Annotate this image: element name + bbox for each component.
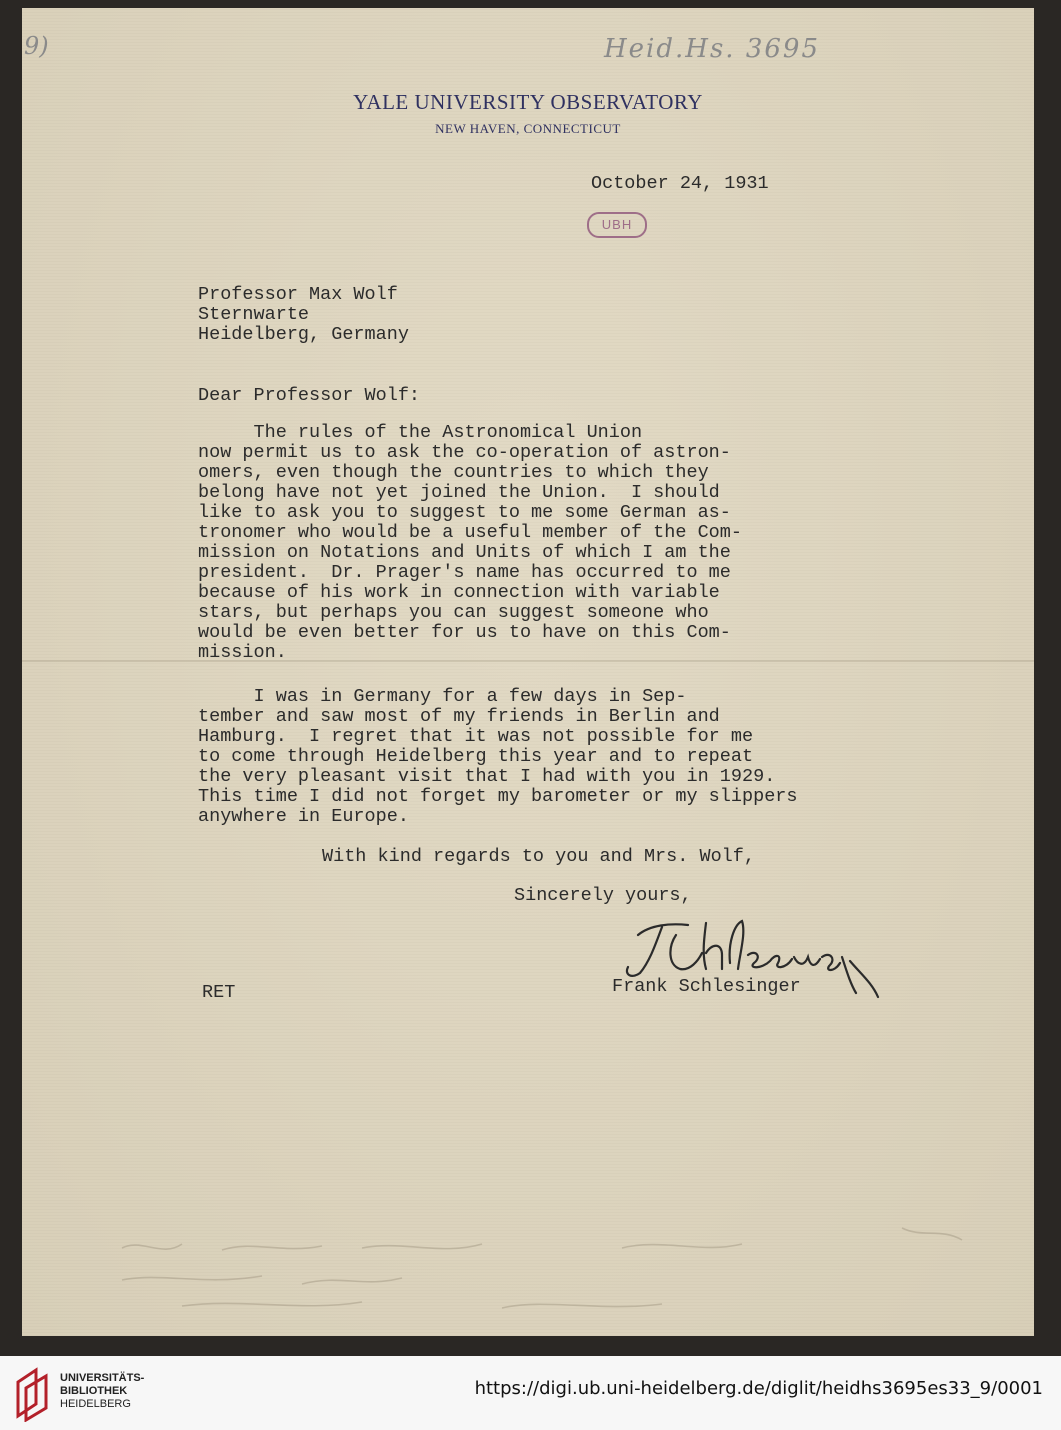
salutation: Dear Professor Wolf: bbox=[198, 385, 421, 406]
paragraph-line: tronomer who would be a useful member of the Com- bbox=[198, 522, 742, 543]
signature-name: Frank Schlesinger bbox=[612, 976, 801, 997]
paragraph-line: The rules of the Astronomical Union bbox=[198, 422, 643, 443]
paragraph-line: mission on Notations and Units of which I am the bbox=[198, 542, 731, 563]
paragraph-line: omers, even though the countries to which they bbox=[198, 462, 709, 483]
handwritten-page-number: 9) bbox=[24, 32, 49, 60]
paragraph-line: tember and saw most of my friends in Berlin and bbox=[198, 706, 720, 727]
recipient-address bbox=[198, 285, 409, 345]
paragraph-line: mission. bbox=[198, 642, 287, 663]
paragraph-line: president. Dr. Prager's name has occurred to me bbox=[198, 562, 731, 583]
paragraph-line: to come through Heidelberg this year and to repeat bbox=[198, 746, 754, 767]
source-url[interactable]: https://digi.ub.uni-heidelberg.de/diglit/heidhs3695es33_9/0001 bbox=[474, 1378, 1043, 1399]
paragraph-line: now permit us to ask the co-operation of astron- bbox=[198, 442, 731, 463]
handwritten-shelfmark: Heid.Hs. 3695 bbox=[604, 34, 820, 64]
closing-line: Sincerely yours, bbox=[514, 885, 692, 906]
paragraph-line: would be even better for us to have on this Com- bbox=[198, 622, 731, 643]
library-name-line: HEIDELBERG bbox=[60, 1398, 131, 1410]
letter-date: October 24, 1931 bbox=[591, 173, 769, 194]
letterhead-location: NEW HAVEN, CONNECTICUT bbox=[435, 121, 621, 136]
paragraph-line: like to ask you to suggest to me some German as- bbox=[198, 502, 731, 523]
letterhead-institution: YALE UNIVERSITY OBSERVATORY bbox=[353, 90, 703, 114]
paragraph-line: the very pleasant visit that I had with you in 1929. bbox=[198, 766, 776, 787]
letter-page bbox=[22, 8, 1034, 1336]
library-logo-icon bbox=[12, 1364, 52, 1422]
paragraph-line: Hamburg. I regret that it was not possible for me bbox=[198, 726, 754, 747]
library-name bbox=[60, 1372, 144, 1411]
paragraph-1 bbox=[198, 423, 742, 663]
recipient-line: Professor Max Wolf bbox=[198, 284, 398, 305]
library-name-line: UNIVERSITÄTS- bbox=[60, 1372, 145, 1384]
library-name-line: BIBLIOTHEK bbox=[60, 1385, 128, 1397]
paragraph-line: anywhere in Europe. bbox=[198, 806, 409, 827]
typist-initials: RET bbox=[202, 982, 236, 1003]
paragraph-line: because of his work in connection with variable bbox=[198, 582, 720, 603]
recipient-line: Sternwarte bbox=[198, 304, 310, 325]
paragraph-2 bbox=[198, 687, 798, 827]
library-stamp: UBH bbox=[587, 212, 647, 238]
paragraph-line: stars, but perhaps you can suggest someone who bbox=[198, 602, 709, 623]
paragraph-line: belong have not yet joined the Union. I should bbox=[198, 482, 720, 503]
paragraph-line: I was in Germany for a few days in Sep- bbox=[198, 686, 687, 707]
recipient-line: Heidelberg, Germany bbox=[198, 324, 409, 345]
show-through-scribbles bbox=[102, 1188, 1002, 1328]
regards-line: With kind regards to you and Mrs. Wolf, bbox=[322, 846, 755, 867]
paragraph-line: This time I did not forget my barometer or my slippers bbox=[198, 786, 798, 807]
library-footer bbox=[0, 1356, 1061, 1430]
